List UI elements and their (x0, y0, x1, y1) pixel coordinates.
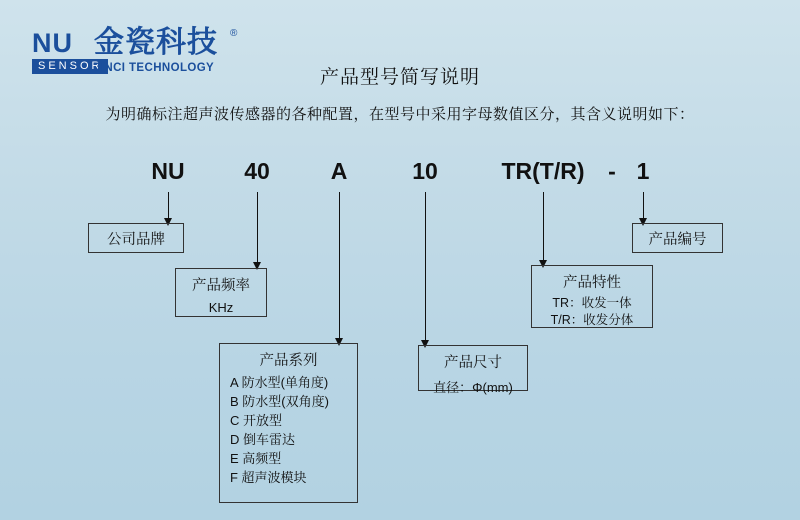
callout-box-series (219, 343, 358, 503)
code-token-frequency: 40 (244, 158, 270, 184)
callout-serial-label: 产品编号 (648, 231, 707, 248)
arrow-line-feature (543, 192, 544, 262)
callout-box-brand (88, 223, 184, 253)
page-title: 产品型号简写说明 (319, 67, 480, 88)
callout-series-item: F 超声波模块 (230, 470, 307, 485)
callout-feature-item: T/R：收发分体 (550, 313, 634, 327)
logo-chinese-name: 金瓷科技 (94, 26, 218, 59)
callout-box-frequency (175, 268, 267, 317)
code-token-brand: NU (151, 158, 185, 184)
callout-box-feature (531, 265, 653, 328)
arrow-line-frequency (257, 192, 258, 264)
callout-frequency-label: 产品频率 (192, 278, 250, 294)
callout-series-title: 产品系列 (259, 353, 318, 369)
code-token-size: 10 (412, 158, 438, 184)
arrow-line-serial (643, 192, 644, 220)
callout-size-title: 产品尺寸 (444, 355, 502, 371)
arrow-line-series (339, 192, 340, 340)
callout-box-serial (632, 223, 723, 253)
code-token-series: A (330, 158, 348, 184)
logo-abbr: NU (32, 28, 73, 58)
arrow-line-brand (168, 192, 169, 220)
callout-brand-label: 公司品牌 (107, 231, 165, 248)
callout-series-item: B 防水型(双角度) (230, 394, 329, 409)
callout-series-item: C 开放型 (230, 413, 283, 428)
registered-trademark-icon: ® (230, 28, 238, 39)
page-subtitle: 为明确标注超声波传感器的各种配置，在型号中采用字母数值区分，其含义说明如下： (105, 106, 695, 123)
callout-frequency-unit: KHz (208, 300, 234, 315)
arrow-line-size (425, 192, 426, 342)
callout-box-size (418, 345, 528, 395)
code-token-serial: 1 (636, 158, 650, 184)
code-token-dash: - (608, 158, 616, 184)
callout-series-item: D 倒车雷达 (230, 432, 296, 447)
callout-series-item: E 高频型 (230, 451, 282, 466)
callout-feature-item: TR：收发一体 (552, 296, 632, 310)
logo-tagline: SENSOR (32, 59, 108, 74)
callout-feature-title: 产品特性 (563, 275, 621, 291)
logo-english-name: JINCI TECHNOLOGY (94, 62, 215, 74)
code-token-feature: TR(T/R) (501, 158, 585, 184)
callout-series-item: A 防水型(单角度) (230, 375, 329, 390)
callout-size-detail: 直径：Φ(mm) (433, 380, 513, 395)
